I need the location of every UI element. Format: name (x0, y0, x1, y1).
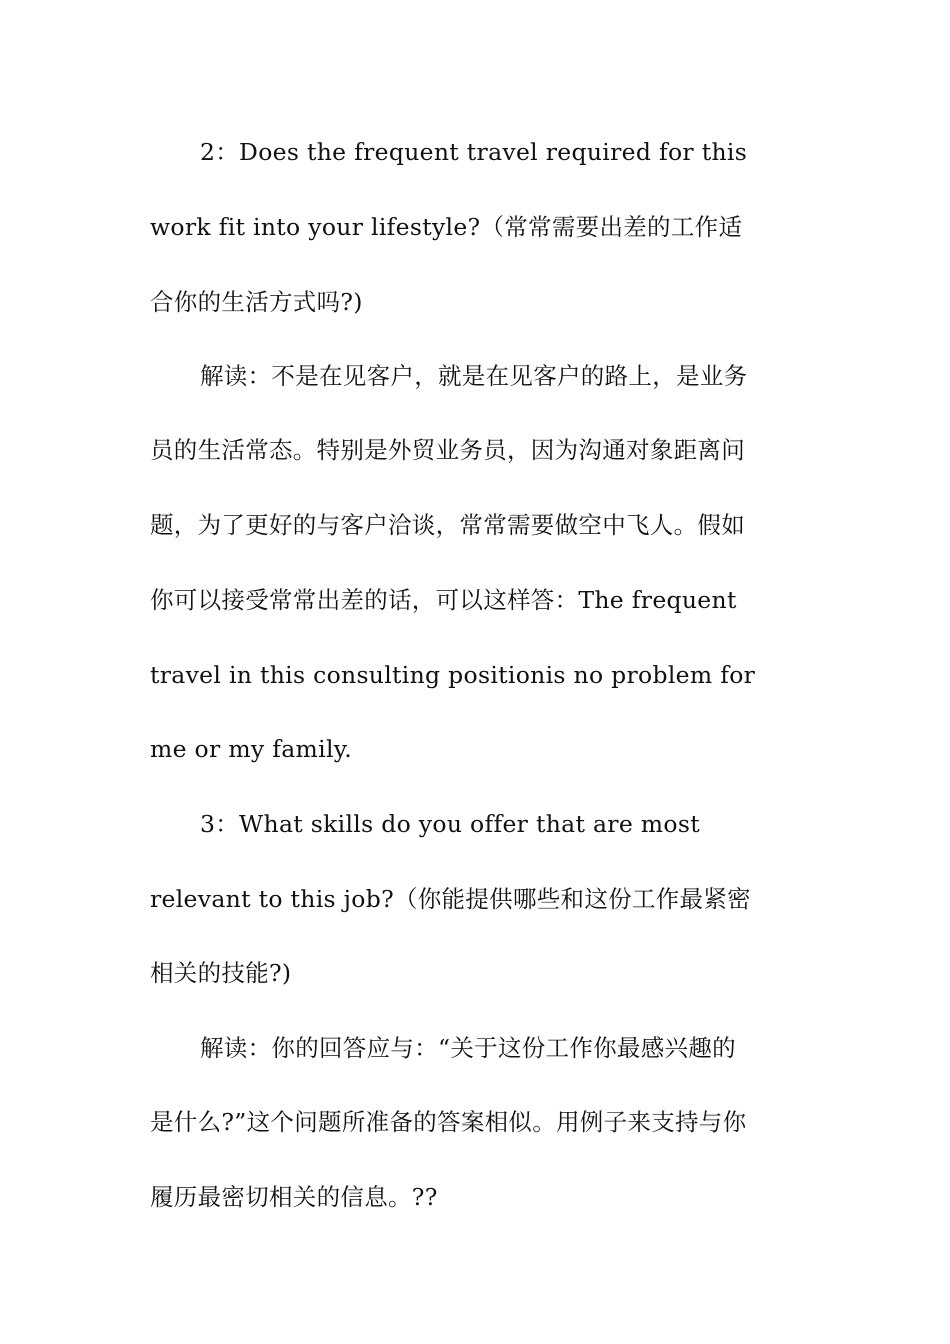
question-3-line-3: 相关的技能?) (150, 959, 292, 987)
answer-2-line-5: travel in this consulting positionis no problem for (150, 661, 756, 689)
question-3-line-2: relevant to this job?（你能提供哪些和这份工作最紧密 (150, 885, 751, 913)
question-2-line-3: 合你的生活方式吗?) (150, 288, 363, 316)
answer-2-line-3: 题，为了更好的与客户洽谈，常常需要做空中飞人。假如 (150, 511, 745, 539)
answer-3-line-1: 解读：你的回答应与：“关于这份工作你最感兴趣的 (200, 1034, 736, 1062)
answer-3-line-2: 是什么?”这个问题所准备的答案相似。用例子来支持与你 (150, 1108, 747, 1136)
answer-2-line-4: 你可以接受常常出差的话，可以这样答：The frequent (150, 586, 737, 614)
answer-3-line-3: 履历最密切相关的信息。?? (150, 1183, 438, 1211)
answer-2-line-2: 员的生活常态。特别是外贸业务员，因为沟通对象距离问 (150, 436, 745, 464)
question-2-line-2: work fit into your lifestyle?（常常需要出差的工作适 (150, 213, 743, 241)
answer-2-line-1: 解读：不是在见客户，就是在见客户的路上，是业务 (200, 362, 748, 390)
question-2-line-1: 2：Does the frequent travel required for this (200, 138, 748, 166)
question-3-line-1: 3：What skills do you offer that are most (200, 810, 700, 838)
answer-2-line-6: me or my family. (150, 735, 352, 763)
